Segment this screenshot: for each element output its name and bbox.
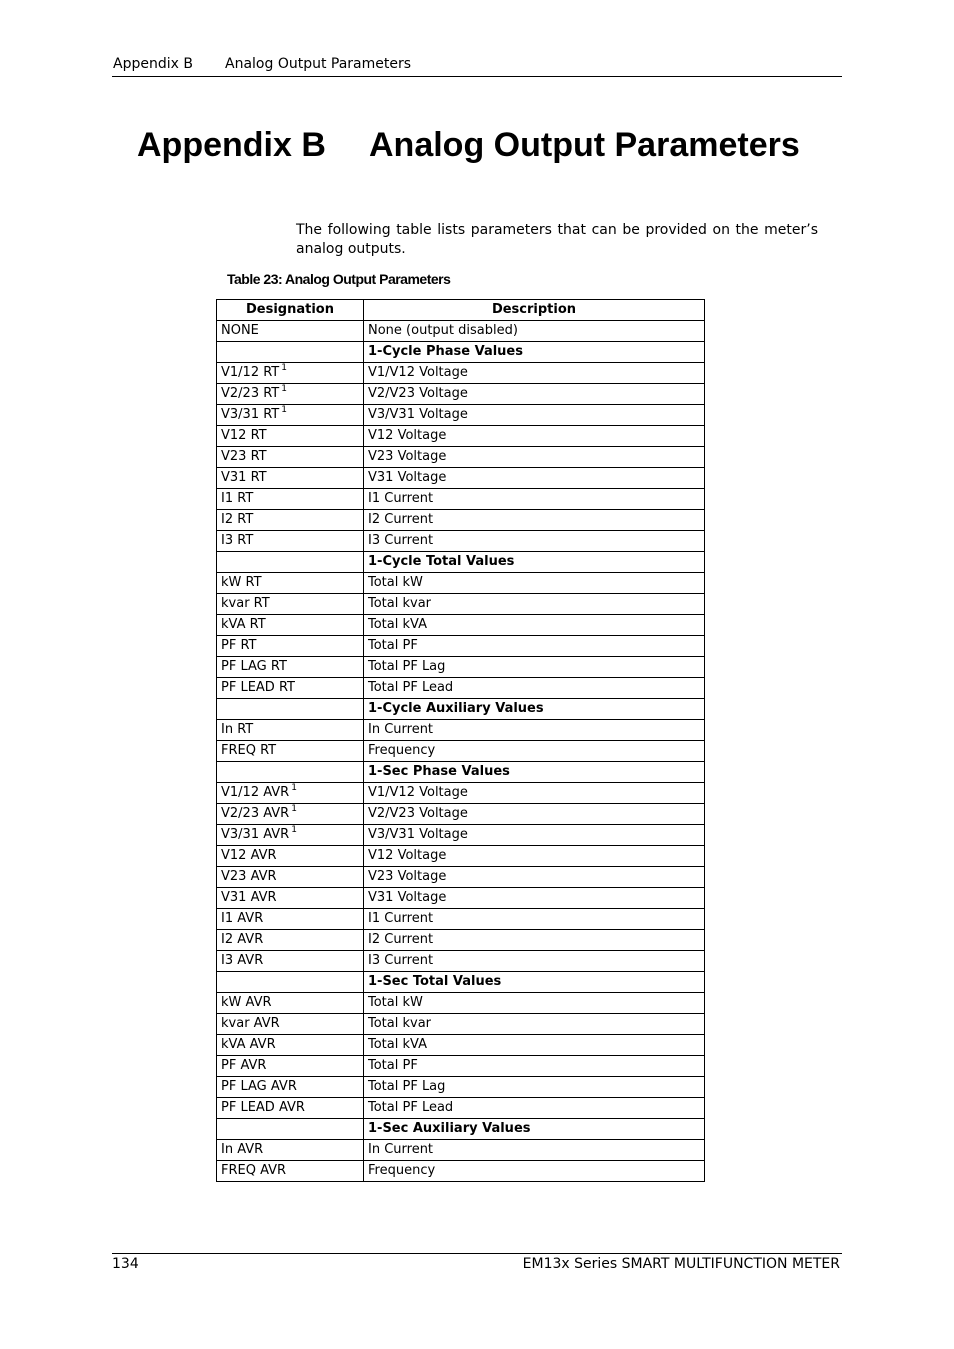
- section-empty-cell: [217, 342, 364, 363]
- designation-text: FREQ AVR: [221, 1163, 287, 1178]
- column-header-designation: Designation: [217, 300, 364, 321]
- designation-cell: [217, 426, 364, 447]
- description-cell: Total PF: [364, 1056, 705, 1077]
- header-title: Analog Output Parameters: [225, 56, 412, 72]
- description-cell: Total PF Lag: [364, 1077, 705, 1098]
- section-row: [217, 972, 705, 993]
- section-title: 1-Sec Auxiliary Values: [364, 1119, 705, 1140]
- designation-text: I2 AVR: [221, 932, 264, 947]
- designation-cell: [217, 384, 364, 405]
- section-title: 1-Cycle Phase Values: [364, 342, 705, 363]
- description-cell: V1/V12 Voltage: [364, 783, 705, 804]
- section-title: 1-Cycle Total Values: [364, 552, 705, 573]
- table-row: [217, 405, 705, 426]
- description-cell: I3 Current: [364, 531, 705, 552]
- description-cell: V12 Voltage: [364, 846, 705, 867]
- footnote-marker: 1: [281, 405, 287, 415]
- table-row: [217, 993, 705, 1014]
- footnote-marker: 1: [291, 825, 297, 835]
- designation-text: kW AVR: [221, 995, 272, 1010]
- designation-cell: [217, 909, 364, 930]
- table-row: [217, 468, 705, 489]
- table-row: [217, 657, 705, 678]
- column-header-description: Description: [364, 300, 705, 321]
- section-empty-cell: [217, 762, 364, 783]
- designation-text: PF LAG AVR: [221, 1079, 297, 1094]
- designation-text: In AVR: [221, 1142, 264, 1157]
- designation-text: V1/12 RT: [221, 365, 280, 380]
- description-cell: Frequency: [364, 741, 705, 762]
- table-row: [217, 594, 705, 615]
- table-row: [217, 636, 705, 657]
- table-row: [217, 1014, 705, 1035]
- designation-text: V12 AVR: [221, 848, 277, 863]
- table-row: [217, 930, 705, 951]
- designation-text: NONE: [221, 323, 259, 338]
- designation-text: I1 AVR: [221, 911, 264, 926]
- designation-cell: [217, 1098, 364, 1119]
- page-header: [112, 56, 842, 77]
- description-cell: V31 Voltage: [364, 888, 705, 909]
- description-cell: I1 Current: [364, 489, 705, 510]
- title-appendix: Appendix B: [137, 126, 326, 164]
- designation-cell: [217, 636, 364, 657]
- designation-cell: [217, 447, 364, 468]
- table-row: [217, 867, 705, 888]
- description-cell: Total kvar: [364, 594, 705, 615]
- designation-cell: [217, 888, 364, 909]
- designation-cell: [217, 846, 364, 867]
- designation-text: V23 AVR: [221, 869, 277, 884]
- description-cell: V23 Voltage: [364, 447, 705, 468]
- section-empty-cell: [217, 972, 364, 993]
- description-cell: I2 Current: [364, 510, 705, 531]
- designation-cell: [217, 804, 364, 825]
- designation-text: I3 AVR: [221, 953, 264, 968]
- section-title: 1-Sec Phase Values: [364, 762, 705, 783]
- header-appendix-label: Appendix B: [113, 56, 193, 72]
- intro-paragraph: The following table lists parameters that can be provided on the meter’s analog outputs.: [296, 222, 818, 257]
- table-row: [217, 741, 705, 762]
- designation-cell: [217, 783, 364, 804]
- designation-cell: [217, 573, 364, 594]
- table-row: [217, 426, 705, 447]
- title-name: Analog Output Parameters: [369, 126, 800, 164]
- designation-cell: [217, 1140, 364, 1161]
- description-cell: V12 Voltage: [364, 426, 705, 447]
- designation-text: V3/31 RT: [221, 407, 280, 422]
- designation-text: I3 RT: [221, 533, 254, 548]
- designation-text: kW RT: [221, 575, 262, 590]
- description-cell: Total kVA: [364, 1035, 705, 1056]
- description-cell: I3 Current: [364, 951, 705, 972]
- table-row: [217, 321, 705, 342]
- table-row: [217, 447, 705, 468]
- designation-text: V1/12 AVR: [221, 785, 290, 800]
- table-row: [217, 1056, 705, 1077]
- description-cell: V23 Voltage: [364, 867, 705, 888]
- table-row: [217, 1161, 705, 1182]
- designation-cell: [217, 615, 364, 636]
- page-footer: [112, 1253, 842, 1278]
- designation-text: kVA AVR: [221, 1037, 276, 1052]
- designation-cell: [217, 867, 364, 888]
- designation-text: FREQ RT: [221, 743, 277, 758]
- section-row: [217, 1119, 705, 1140]
- description-cell: Total PF Lag: [364, 657, 705, 678]
- description-cell: In Current: [364, 720, 705, 741]
- description-cell: None (output disabled): [364, 321, 705, 342]
- designation-text: PF AVR: [221, 1058, 267, 1073]
- section-empty-cell: [217, 699, 364, 720]
- description-cell: V2/V23 Voltage: [364, 804, 705, 825]
- table-row: [217, 1098, 705, 1119]
- table-row: [217, 951, 705, 972]
- description-cell: V3/V31 Voltage: [364, 405, 705, 426]
- table-row: [217, 573, 705, 594]
- section-empty-cell: [217, 552, 364, 573]
- designation-cell: [217, 993, 364, 1014]
- description-cell: Total kVA: [364, 615, 705, 636]
- designation-text: V2/23 RT: [221, 386, 280, 401]
- description-cell: V3/V31 Voltage: [364, 825, 705, 846]
- footnote-marker: 1: [281, 363, 287, 373]
- table-row: [217, 909, 705, 930]
- table-caption: Table 23: Analog Output Parameters: [227, 271, 451, 287]
- designation-text: V31 RT: [221, 470, 267, 485]
- section-title: 1-Cycle Auxiliary Values: [364, 699, 705, 720]
- description-cell: Total kW: [364, 993, 705, 1014]
- designation-cell: [217, 1014, 364, 1035]
- designation-text: kVA RT: [221, 617, 266, 632]
- designation-text: kvar RT: [221, 596, 270, 611]
- table-row: [217, 825, 705, 846]
- designation-text: V23 RT: [221, 449, 267, 464]
- section-title: 1-Sec Total Values: [364, 972, 705, 993]
- designation-cell: [217, 1056, 364, 1077]
- designation-text: PF LEAD RT: [221, 680, 295, 695]
- footnote-marker: 1: [291, 783, 297, 793]
- designation-cell: [217, 321, 364, 342]
- designation-text: V12 RT: [221, 428, 267, 443]
- table-row: [217, 783, 705, 804]
- table-body: [217, 321, 705, 1182]
- table-row: [217, 531, 705, 552]
- designation-text: PF RT: [221, 638, 257, 653]
- description-cell: V2/V23 Voltage: [364, 384, 705, 405]
- table-row: [217, 489, 705, 510]
- table-row: [217, 363, 705, 384]
- designation-cell: [217, 678, 364, 699]
- table-row: [217, 720, 705, 741]
- section-row: [217, 342, 705, 363]
- table-row: [217, 1077, 705, 1098]
- table-row: [217, 678, 705, 699]
- designation-text: PF LEAD AVR: [221, 1100, 305, 1115]
- designation-cell: [217, 930, 364, 951]
- page-title: [137, 126, 837, 164]
- designation-text: I1 RT: [221, 491, 254, 506]
- table-row: [217, 384, 705, 405]
- table-row: [217, 846, 705, 867]
- table-header-row: [217, 300, 705, 321]
- designation-text: In RT: [221, 722, 254, 737]
- designation-text: I2 RT: [221, 512, 254, 527]
- designation-cell: [217, 657, 364, 678]
- footnote-marker: 1: [291, 804, 297, 814]
- section-row: [217, 762, 705, 783]
- page-number: 134: [112, 1256, 139, 1272]
- description-cell: In Current: [364, 1140, 705, 1161]
- description-cell: V31 Voltage: [364, 468, 705, 489]
- designation-text: kvar AVR: [221, 1016, 280, 1031]
- table-row: [217, 510, 705, 531]
- table-row: [217, 615, 705, 636]
- table-row: [217, 1140, 705, 1161]
- description-cell: Total PF Lead: [364, 678, 705, 699]
- designation-cell: [217, 951, 364, 972]
- designation-cell: [217, 363, 364, 384]
- description-cell: I1 Current: [364, 909, 705, 930]
- designation-cell: [217, 1161, 364, 1182]
- description-cell: Total kvar: [364, 1014, 705, 1035]
- designation-cell: [217, 1035, 364, 1056]
- designation-cell: [217, 1077, 364, 1098]
- description-cell: V1/V12 Voltage: [364, 363, 705, 384]
- designation-text: PF LAG RT: [221, 659, 287, 674]
- designation-cell: [217, 489, 364, 510]
- table-row: [217, 804, 705, 825]
- designation-cell: [217, 531, 364, 552]
- table-row: [217, 1035, 705, 1056]
- designation-cell: [217, 405, 364, 426]
- section-row: [217, 552, 705, 573]
- footer-product-name: EM13x Series SMART MULTIFUNCTION METER: [522, 1256, 840, 1272]
- footnote-marker: 1: [281, 384, 287, 394]
- designation-cell: [217, 468, 364, 489]
- section-row: [217, 699, 705, 720]
- designation-cell: [217, 720, 364, 741]
- designation-cell: [217, 741, 364, 762]
- designation-text: V2/23 AVR: [221, 806, 290, 821]
- analog-output-parameters-table: [216, 299, 705, 1182]
- description-cell: Total PF: [364, 636, 705, 657]
- description-cell: Frequency: [364, 1161, 705, 1182]
- description-cell: Total kW: [364, 573, 705, 594]
- designation-text: V31 AVR: [221, 890, 277, 905]
- designation-cell: [217, 594, 364, 615]
- section-empty-cell: [217, 1119, 364, 1140]
- designation-cell: [217, 510, 364, 531]
- table-row: [217, 888, 705, 909]
- description-cell: Total PF Lead: [364, 1098, 705, 1119]
- description-cell: I2 Current: [364, 930, 705, 951]
- designation-text: V3/31 AVR: [221, 827, 290, 842]
- designation-cell: [217, 825, 364, 846]
